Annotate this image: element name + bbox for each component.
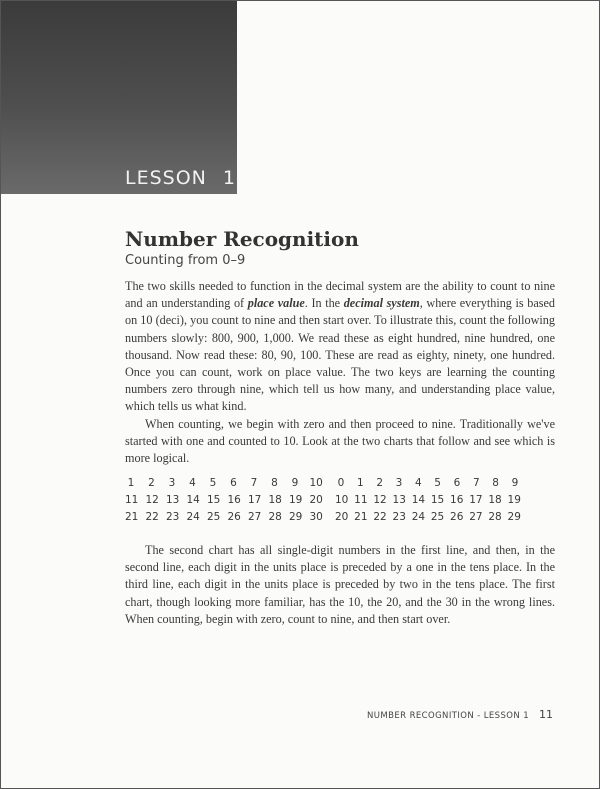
chart-cell: 24 bbox=[411, 511, 426, 523]
chart-cell: 2 bbox=[376, 477, 383, 489]
chart-cell: 13 bbox=[392, 494, 406, 506]
term-place-value: place value bbox=[247, 296, 305, 311]
chart-row bbox=[125, 475, 323, 492]
chart-row bbox=[125, 492, 323, 509]
chart-cell: 12 bbox=[373, 494, 387, 506]
chart-cell: 8 bbox=[492, 477, 499, 489]
chart-cell: 10 bbox=[309, 477, 323, 489]
lesson-label bbox=[125, 167, 236, 189]
paragraph-intro-part1: The two skills needed to function in the decimal system are the ability to count to nine and an understanding of bbox=[125, 279, 555, 311]
chart-cell: 23 bbox=[392, 511, 406, 523]
chart-cell: 11 bbox=[354, 494, 368, 506]
chart-cell: 6 bbox=[453, 477, 461, 489]
chart-cell: 16 bbox=[227, 494, 241, 506]
lesson-header-band bbox=[1, 1, 237, 194]
chart-cell: 28 bbox=[488, 511, 502, 523]
chart-cell: 12 bbox=[145, 494, 159, 506]
chart-cell: 18 bbox=[268, 494, 282, 506]
chart-cell: 9 bbox=[291, 477, 299, 489]
chart-cell: 23 bbox=[166, 511, 180, 523]
chart-cell: 11 bbox=[125, 494, 139, 506]
chart-cell: 15 bbox=[430, 494, 445, 506]
chart-cell: 2 bbox=[148, 477, 155, 489]
chart-cell: 1 bbox=[127, 477, 135, 489]
chart-cell: 22 bbox=[145, 511, 159, 523]
chart-cell: 17 bbox=[248, 494, 262, 506]
chart-row bbox=[125, 509, 323, 526]
chart-cell: 6 bbox=[230, 477, 237, 489]
lesson-number: 1 bbox=[222, 167, 236, 189]
paragraph-intro-part2: . In the bbox=[304, 296, 344, 311]
chart-row bbox=[335, 492, 521, 509]
chart-cell: 17 bbox=[469, 494, 483, 506]
paragraph-conclusion: The second chart has all single-digit numbers in the first line, and then, in the second line, each digit in the units place is preceded by a one in the tens place. In the third line, each digit in the units place is preceded by two in the tens place. The first chart, though looking more familiar, has the 10, the 20, and the 30 in the wrong lines. When counting, begin with zero, count to nine, and then start over. bbox=[125, 543, 555, 626]
chart-one-to-thirty bbox=[125, 475, 323, 526]
body-text-conclusion bbox=[125, 542, 555, 628]
chart-cell: 5 bbox=[434, 477, 441, 489]
chart-cell: 4 bbox=[189, 477, 196, 489]
chart-cell: 18 bbox=[488, 494, 502, 506]
chart-row bbox=[335, 509, 521, 526]
term-decimal-system: decimal system bbox=[343, 296, 420, 311]
chart-cell: 19 bbox=[289, 494, 303, 506]
lesson-word: LESSON bbox=[125, 167, 207, 189]
chart-cell: 0 bbox=[337, 477, 345, 489]
chart-cell: 16 bbox=[450, 494, 464, 506]
chart-cell: 3 bbox=[168, 477, 176, 489]
chart-cell: 7 bbox=[250, 477, 258, 489]
chart-cell: 26 bbox=[450, 511, 464, 523]
chart-cell: 29 bbox=[507, 511, 521, 523]
chart-cell: 21 bbox=[354, 511, 368, 523]
chart-cell: 27 bbox=[248, 511, 262, 523]
chart-cell: 13 bbox=[166, 494, 180, 506]
chart-cell: 26 bbox=[227, 511, 241, 523]
chart-cell: 20 bbox=[309, 494, 323, 506]
chart-cell: 25 bbox=[430, 511, 445, 523]
chart-cell: 9 bbox=[511, 477, 519, 489]
chart-cell: 22 bbox=[373, 511, 387, 523]
chart-cell: 30 bbox=[309, 511, 323, 523]
chart-cell: 4 bbox=[414, 477, 422, 489]
chart-cell: 1 bbox=[356, 477, 364, 489]
chart-row bbox=[335, 475, 521, 492]
chart-cell: 8 bbox=[271, 477, 278, 489]
chart-cell: 21 bbox=[125, 511, 139, 523]
chart-cell: 28 bbox=[268, 511, 282, 523]
chart-cell: 15 bbox=[207, 494, 221, 506]
page-title: Number Recognition bbox=[125, 227, 359, 251]
chart-cell: 10 bbox=[335, 494, 349, 506]
chart-cell: 14 bbox=[186, 494, 200, 506]
paragraph-counting: When counting, we begin with zero and then proceed to nine. Traditionally we've started with one and counted to 10. Look at the two charts that follow and see which is more logical. bbox=[125, 416, 555, 466]
chart-cell: 29 bbox=[289, 511, 303, 523]
chart-cell: 3 bbox=[395, 477, 403, 489]
chart-cell: 19 bbox=[507, 494, 521, 506]
chart-cell: 25 bbox=[207, 511, 221, 523]
page-number: 11 bbox=[539, 708, 553, 721]
running-footer: NUMBER RECOGNITION - LESSON 1 bbox=[367, 711, 529, 721]
body-text bbox=[125, 278, 555, 467]
chart-cell: 24 bbox=[186, 511, 200, 523]
chart-cell: 14 bbox=[411, 494, 426, 506]
chart-cell: 20 bbox=[335, 511, 349, 523]
chart-cell: 5 bbox=[209, 477, 217, 489]
paragraph-intro-part3: , where everything is based on 10 (deci), you count to nine and then start over. To illustrate this, count the following numbers slowly: 800, 900, 1,000. We read these as eight hundred, nine hundred, one thousand. Now read these: 80, 90, 100. These are read as eighty, ninety, one hundred. Once you can count, work on place value. The two keys are learning the counting numbers zero through nine, which tell us how many, and understanding place value, which tells us what kind. bbox=[125, 296, 555, 414]
page-subtitle: Counting from 0–9 bbox=[125, 253, 246, 268]
chart-cell: 27 bbox=[469, 511, 483, 523]
chart-zero-to-twenty-nine bbox=[335, 475, 521, 526]
paragraph-intro bbox=[125, 278, 555, 416]
page-footer bbox=[301, 703, 553, 722]
chart-cell: 7 bbox=[472, 477, 480, 489]
